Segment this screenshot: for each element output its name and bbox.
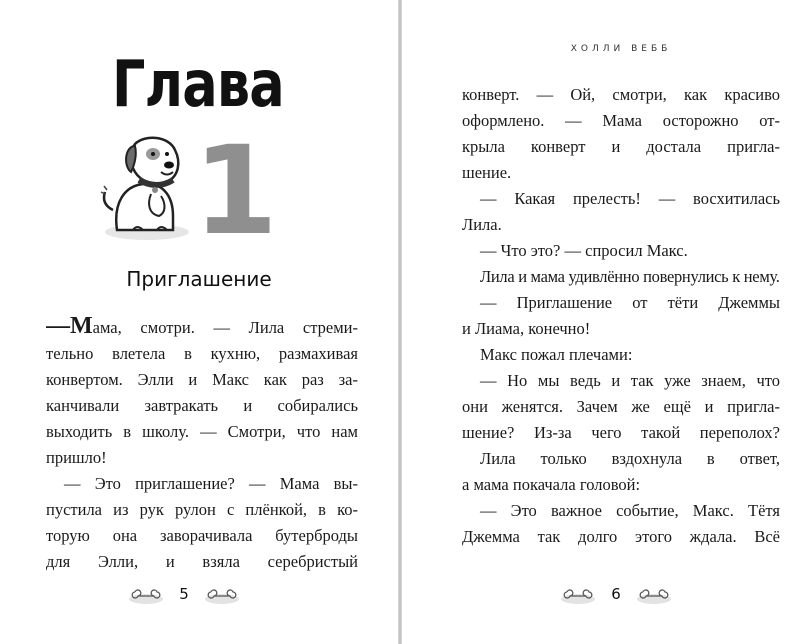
text-line: — Что это? — спросил Макс.: [480, 241, 688, 260]
text-line: крыла конверт и достала пригла-: [462, 137, 780, 156]
running-head: ХОЛЛИ ВЕББ: [570, 44, 672, 54]
right-body-text: [462, 82, 780, 550]
text-line: Лила только вздохнула в ответ,: [480, 449, 780, 468]
text-line: —Мама, смотри. — Лила стреми-: [46, 313, 358, 339]
text-line: а мама покачала головой:: [462, 475, 641, 494]
page-number: 6: [611, 585, 621, 603]
text-line: шение.: [462, 163, 512, 182]
chapter-number: 1: [193, 120, 278, 262]
bone-icon: [560, 587, 596, 605]
text-line: канчивали завтракать и собирались: [46, 396, 358, 415]
text-line: тельно влетела в кухню, размахивая: [46, 344, 358, 363]
left-body-text: [46, 313, 358, 575]
left-page: [0, 0, 398, 644]
bone-icon: [204, 587, 240, 605]
text-line: — Это приглашение? — Мама вы-: [64, 474, 358, 493]
text-line: конверт. — Ой, смотри, как красиво: [462, 85, 780, 104]
text-line: и Лиама, конечно!: [462, 319, 591, 338]
left-footer: [128, 584, 240, 608]
text-line: Лила и мама удивлённо повернулись к нему.: [480, 267, 780, 286]
text-line: Лила.: [462, 215, 502, 234]
text-line: оформлено. — Мама осторожно от-: [462, 111, 780, 130]
chapter-title: Приглашение: [126, 267, 272, 291]
dog-illustration: [95, 132, 195, 247]
text-line: — Но мы ведь и так уже знаем, что: [480, 371, 780, 390]
right-footer: [560, 584, 672, 608]
text-line: — Это важное событие, Макс. Тётя: [480, 501, 780, 520]
text-line: шение? Из-за чего такой переполох?: [462, 423, 780, 442]
text-line: для Элли, и взяла серебристый: [46, 552, 358, 571]
text-line: они женятся. Зачем же ещё и пригла-: [462, 397, 780, 416]
text-line: Джемма так долго этого ждала. Всё: [462, 527, 780, 546]
chapter-heading-word: Глава: [112, 48, 284, 122]
bone-icon: [128, 587, 164, 605]
text-line: пришло!: [46, 448, 107, 467]
text-line: конвертом. Элли и Макс как раз за-: [46, 370, 358, 389]
text-line: — Какая прелесть! — восхитилась: [480, 189, 780, 208]
dropcap: —М: [46, 313, 93, 339]
text-line: Макс пожал плечами:: [480, 345, 633, 364]
right-page: [402, 0, 800, 644]
page-number: 5: [179, 585, 189, 603]
text-line: торую она заворачивала бутерброды: [46, 526, 358, 545]
bone-icon: [636, 587, 672, 605]
text-line: — Приглашение от тёти Джеммы: [480, 293, 780, 312]
text-line: пустила из рук рулон с плёнкой, в ко-: [46, 500, 358, 519]
text-line: выходить в школу. — Смотри, что нам: [46, 422, 358, 441]
